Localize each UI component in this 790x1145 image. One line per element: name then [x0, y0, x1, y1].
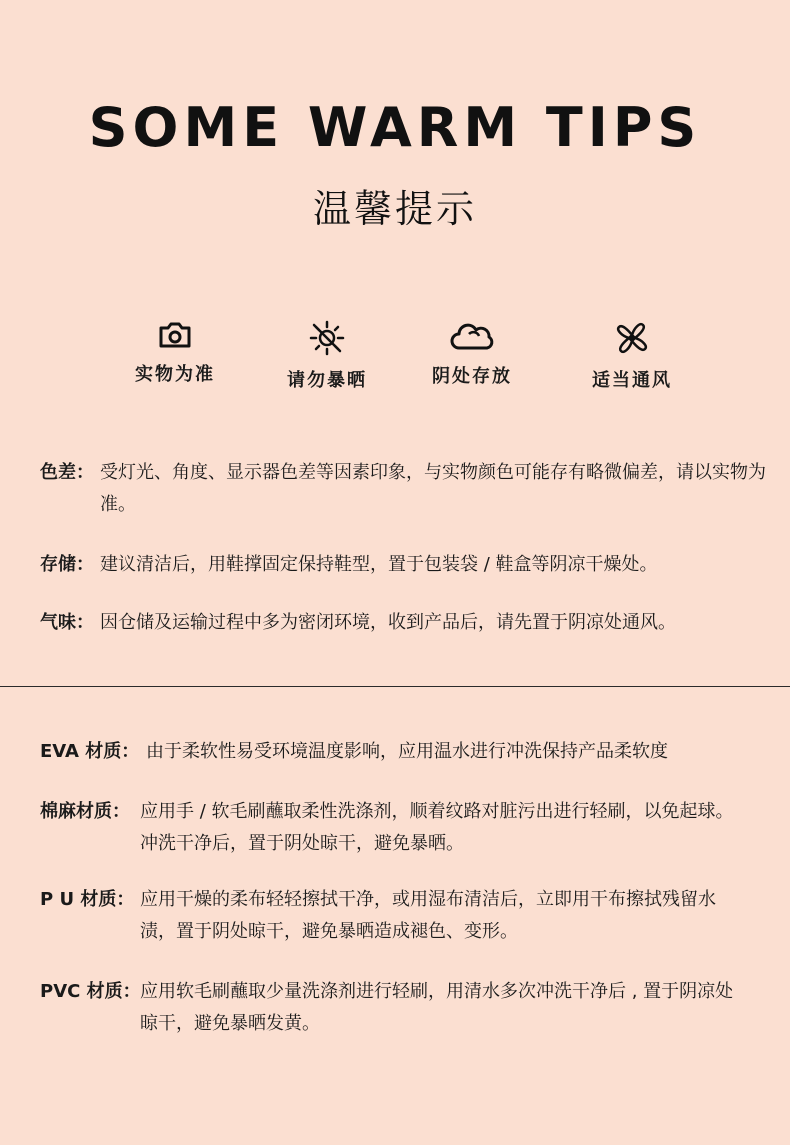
tip-label: 阴处存放 [432, 366, 512, 387]
no-sun-icon [309, 320, 345, 356]
tips-icon-row [0, 320, 790, 400]
material-label: PVC 材质： [40, 981, 141, 1002]
tip-ventilation [562, 320, 702, 392]
tip-label: 请勿暴晒 [287, 370, 367, 391]
section-divider [0, 686, 790, 687]
tip-shade-storage [402, 320, 542, 388]
note-text: 受灯光、角度、显示器色差等因素印象，与实物颜色可能存有略微偏差，请以实物为准。 [100, 462, 766, 515]
material-pu [40, 884, 750, 948]
cloud-icon [449, 320, 495, 352]
material-eva [40, 736, 770, 768]
material-text: 应用软毛刷蘸取少量洗涤剂进行轻刷，用清水多次冲洗干净后 , 置于阴凉处晾干，避免暴晒发黄。 [140, 981, 734, 1034]
material-pvc [40, 976, 750, 1040]
page-title-zh: 温馨提示 [312, 187, 477, 231]
material-label: EVA 材质： [40, 741, 140, 762]
note-storage [40, 549, 770, 581]
material-text: 应用干燥的柔布轻轻擦拭干净，或用湿布清洁后，立即用干布擦拭残留水渍，置于阴处晾干，避免暴晒造成褪色、变形。 [140, 889, 716, 942]
note-label: 色差： [40, 462, 94, 483]
material-text: 应用手 / 软毛刷蘸取柔性洗涤剂，顺着纹路对脏污出进行轻刷，以免起球。冲洗干净后，置于阴处晾干，避免暴晒。 [140, 801, 734, 854]
page-title-en: SOME WARM TIPS [88, 96, 702, 159]
tip-label: 实物为准 [135, 364, 215, 385]
tip-no-sun [257, 320, 397, 392]
note-color-difference [40, 457, 770, 521]
note-label: 存储： [40, 554, 94, 575]
note-odor [40, 607, 770, 639]
tip-real-item [105, 320, 245, 386]
note-text: 因仓储及运输过程中多为密闭环境，收到产品后，请先置于阴凉处通风。 [100, 612, 676, 633]
fan-icon [614, 320, 650, 356]
material-cotton-linen [40, 796, 750, 860]
material-text: 由于柔软性易受环境温度影响，应用温水进行冲洗保持产品柔软度 [146, 741, 668, 762]
tip-label: 适当通风 [592, 370, 672, 391]
camera-icon [157, 320, 193, 350]
material-label: P U 材质： [40, 889, 135, 910]
note-text: 建议清洁后，用鞋撑固定保持鞋型，置于包装袋 / 鞋盒等阴凉干燥处。 [100, 554, 658, 575]
note-label: 气味： [40, 612, 94, 633]
material-label: 棉麻材质： [40, 801, 130, 822]
